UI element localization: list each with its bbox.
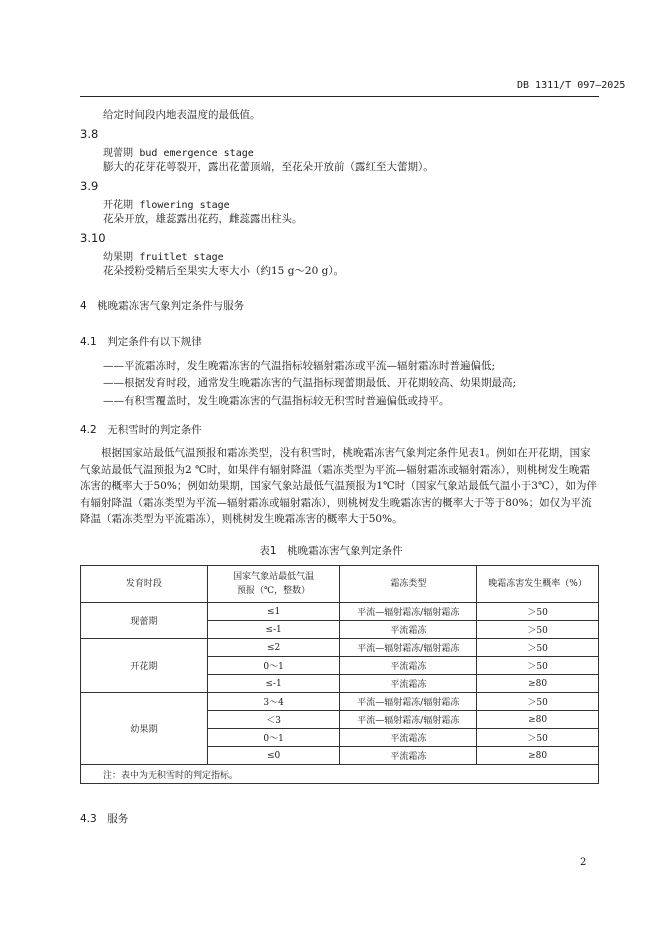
prob-cell: ＞50 (477, 657, 599, 675)
rule-item: ——有积雪覆盖时，发生晚霜冻害的气温指标较无积雪时普遍偏低或持平。 (103, 395, 450, 407)
type-cell: 平流霜冻 (340, 729, 477, 747)
table-caption: 表1 桃晚霜冻害气象判定条件 (259, 545, 403, 557)
temp-cell: ≤0 (207, 747, 340, 765)
stage-cell: 幼果期 (81, 693, 208, 765)
table-header-row (81, 566, 599, 603)
term-en: fruitlet stage (139, 252, 224, 263)
type-cell: 平流—辐射霜冻/辐射霜冻 (340, 639, 477, 657)
term-definition-3-8: 膨大的花芽花萼裂开，露出花蕾顶端，至花朵开放前（露红至大蕾期）。 (103, 161, 434, 173)
temp-cell: ≤1 (207, 603, 340, 621)
prob-cell: ＞50 (477, 639, 599, 657)
type-cell: 平流—辐射霜冻/辐射霜冻 (340, 711, 477, 729)
temp-cell: 0～1 (207, 657, 340, 675)
prob-cell: ≥80 (477, 675, 599, 693)
intro-line: 给定时间段内地表温度的最低值。 (103, 109, 261, 121)
term-zh: 现蕾期 (103, 148, 133, 159)
section-4-2-paragraph: 根据国家站最低气温预报和霜冻类型，没有积雪时，桃晚霜冻害气象判定条件见表1。例如在开花期，国家气象站最低气温预报为2 ℃时，如果伴有辐射降温（霜冻类型为平流—辐射霜冻或辐射霜冻），则桃树发生晚霜冻害的概率大于50%；例如幼果期，国家气象站最低气温预报为1℃时（国家气象站最低气温小于3℃），如为伴有辐射降温（霜冻类型为平流—辐射霜冻或辐射霜冻），则桃树发生晚霜冻害的概率大于等于80%；如仅为平流降温（霜冻类型为平流霜冻），则桃树发生晚霜冻害的概率大于50%。 (80, 447, 597, 525)
header-temp-line1: 国家气象站最低气温 (233, 572, 315, 582)
prob-cell: ≥80 (477, 711, 599, 729)
term-title-3-8 (103, 144, 254, 159)
type-cell: 平流—辐射霜冻/辐射霜冻 (340, 603, 477, 621)
header-stage: 发育时段 (81, 566, 208, 603)
term-number-3-8: 3.8 (80, 127, 99, 141)
table-note: 注：表中为无积雪时的判定指标。 (81, 765, 599, 784)
table-row (81, 639, 599, 657)
temp-cell: ≤2 (207, 639, 340, 657)
prob-cell: ＞50 (477, 621, 599, 639)
section-4-3-title: 4.3 服务 (80, 813, 129, 825)
type-cell: 平流霜冻 (340, 675, 477, 693)
header-probability: 晚霜冻害发生概率（%） (477, 566, 599, 603)
section-4-title: 4 桃晚霜冻害气象判定条件与服务 (80, 300, 245, 312)
term-definition-3-10: 花朵授粉受精后至果实大枣大小（约15 g～20 g）。 (103, 265, 345, 277)
type-cell: 平流霜冻 (340, 747, 477, 765)
term-number-3-9: 3.9 (80, 179, 99, 193)
temp-cell: 0～1 (207, 729, 340, 747)
term-zh: 开花期 (103, 200, 133, 211)
header-rule (80, 96, 599, 97)
term-definition-3-9: 花朵开放，雄蕊露出花药，雌蕊露出柱头。 (103, 213, 303, 225)
table-row (81, 693, 599, 711)
section-4-2-title: 4.2 无积雪时的判定条件 (80, 424, 202, 436)
header-temperature (207, 566, 340, 603)
term-title-3-10 (103, 248, 224, 263)
type-cell: 平流霜冻 (340, 657, 477, 675)
term-en: bud emergence stage (139, 148, 254, 159)
term-title-3-9 (103, 196, 230, 211)
temp-cell: ＜3 (207, 711, 340, 729)
term-zh: 幼果期 (103, 252, 133, 263)
header-temp-line2: 预报（℃，整数） (237, 586, 311, 596)
term-en: flowering stage (139, 200, 230, 211)
header-frost-type: 霜冻类型 (340, 566, 477, 603)
term-number-3-10: 3.10 (80, 231, 106, 245)
temp-cell: ≤-1 (207, 621, 340, 639)
prob-cell: ＞50 (477, 603, 599, 621)
type-cell: 平流—辐射霜冻/辐射霜冻 (340, 693, 477, 711)
temp-cell: 3～4 (207, 693, 340, 711)
frost-judgement-table (80, 565, 599, 784)
type-cell: 平流霜冻 (340, 621, 477, 639)
rule-item: ——根据发育时段，通常发生晚霜冻害的气温指标现蕾期最低、开花期较高、幼果期最高; (103, 377, 517, 389)
section-4-1-title: 4.1 判定条件有以下规律 (80, 336, 202, 348)
table-note-row (81, 765, 599, 784)
temp-cell: ≤-1 (207, 675, 340, 693)
table-row (81, 603, 599, 621)
rule-item: ——平流霜冻时，发生晚霜冻害的气温指标较辐射霜冻或平流—辐射霜冻时普遍偏低; (103, 360, 496, 372)
prob-cell: ≥80 (477, 747, 599, 765)
prob-cell: ＞50 (477, 693, 599, 711)
stage-cell: 现蕾期 (81, 603, 208, 639)
standard-number: DB 1311/T 097—2025 (517, 80, 626, 91)
prob-cell: ＞50 (477, 729, 599, 747)
page-number: 2 (580, 857, 587, 868)
stage-cell: 开花期 (81, 639, 208, 693)
